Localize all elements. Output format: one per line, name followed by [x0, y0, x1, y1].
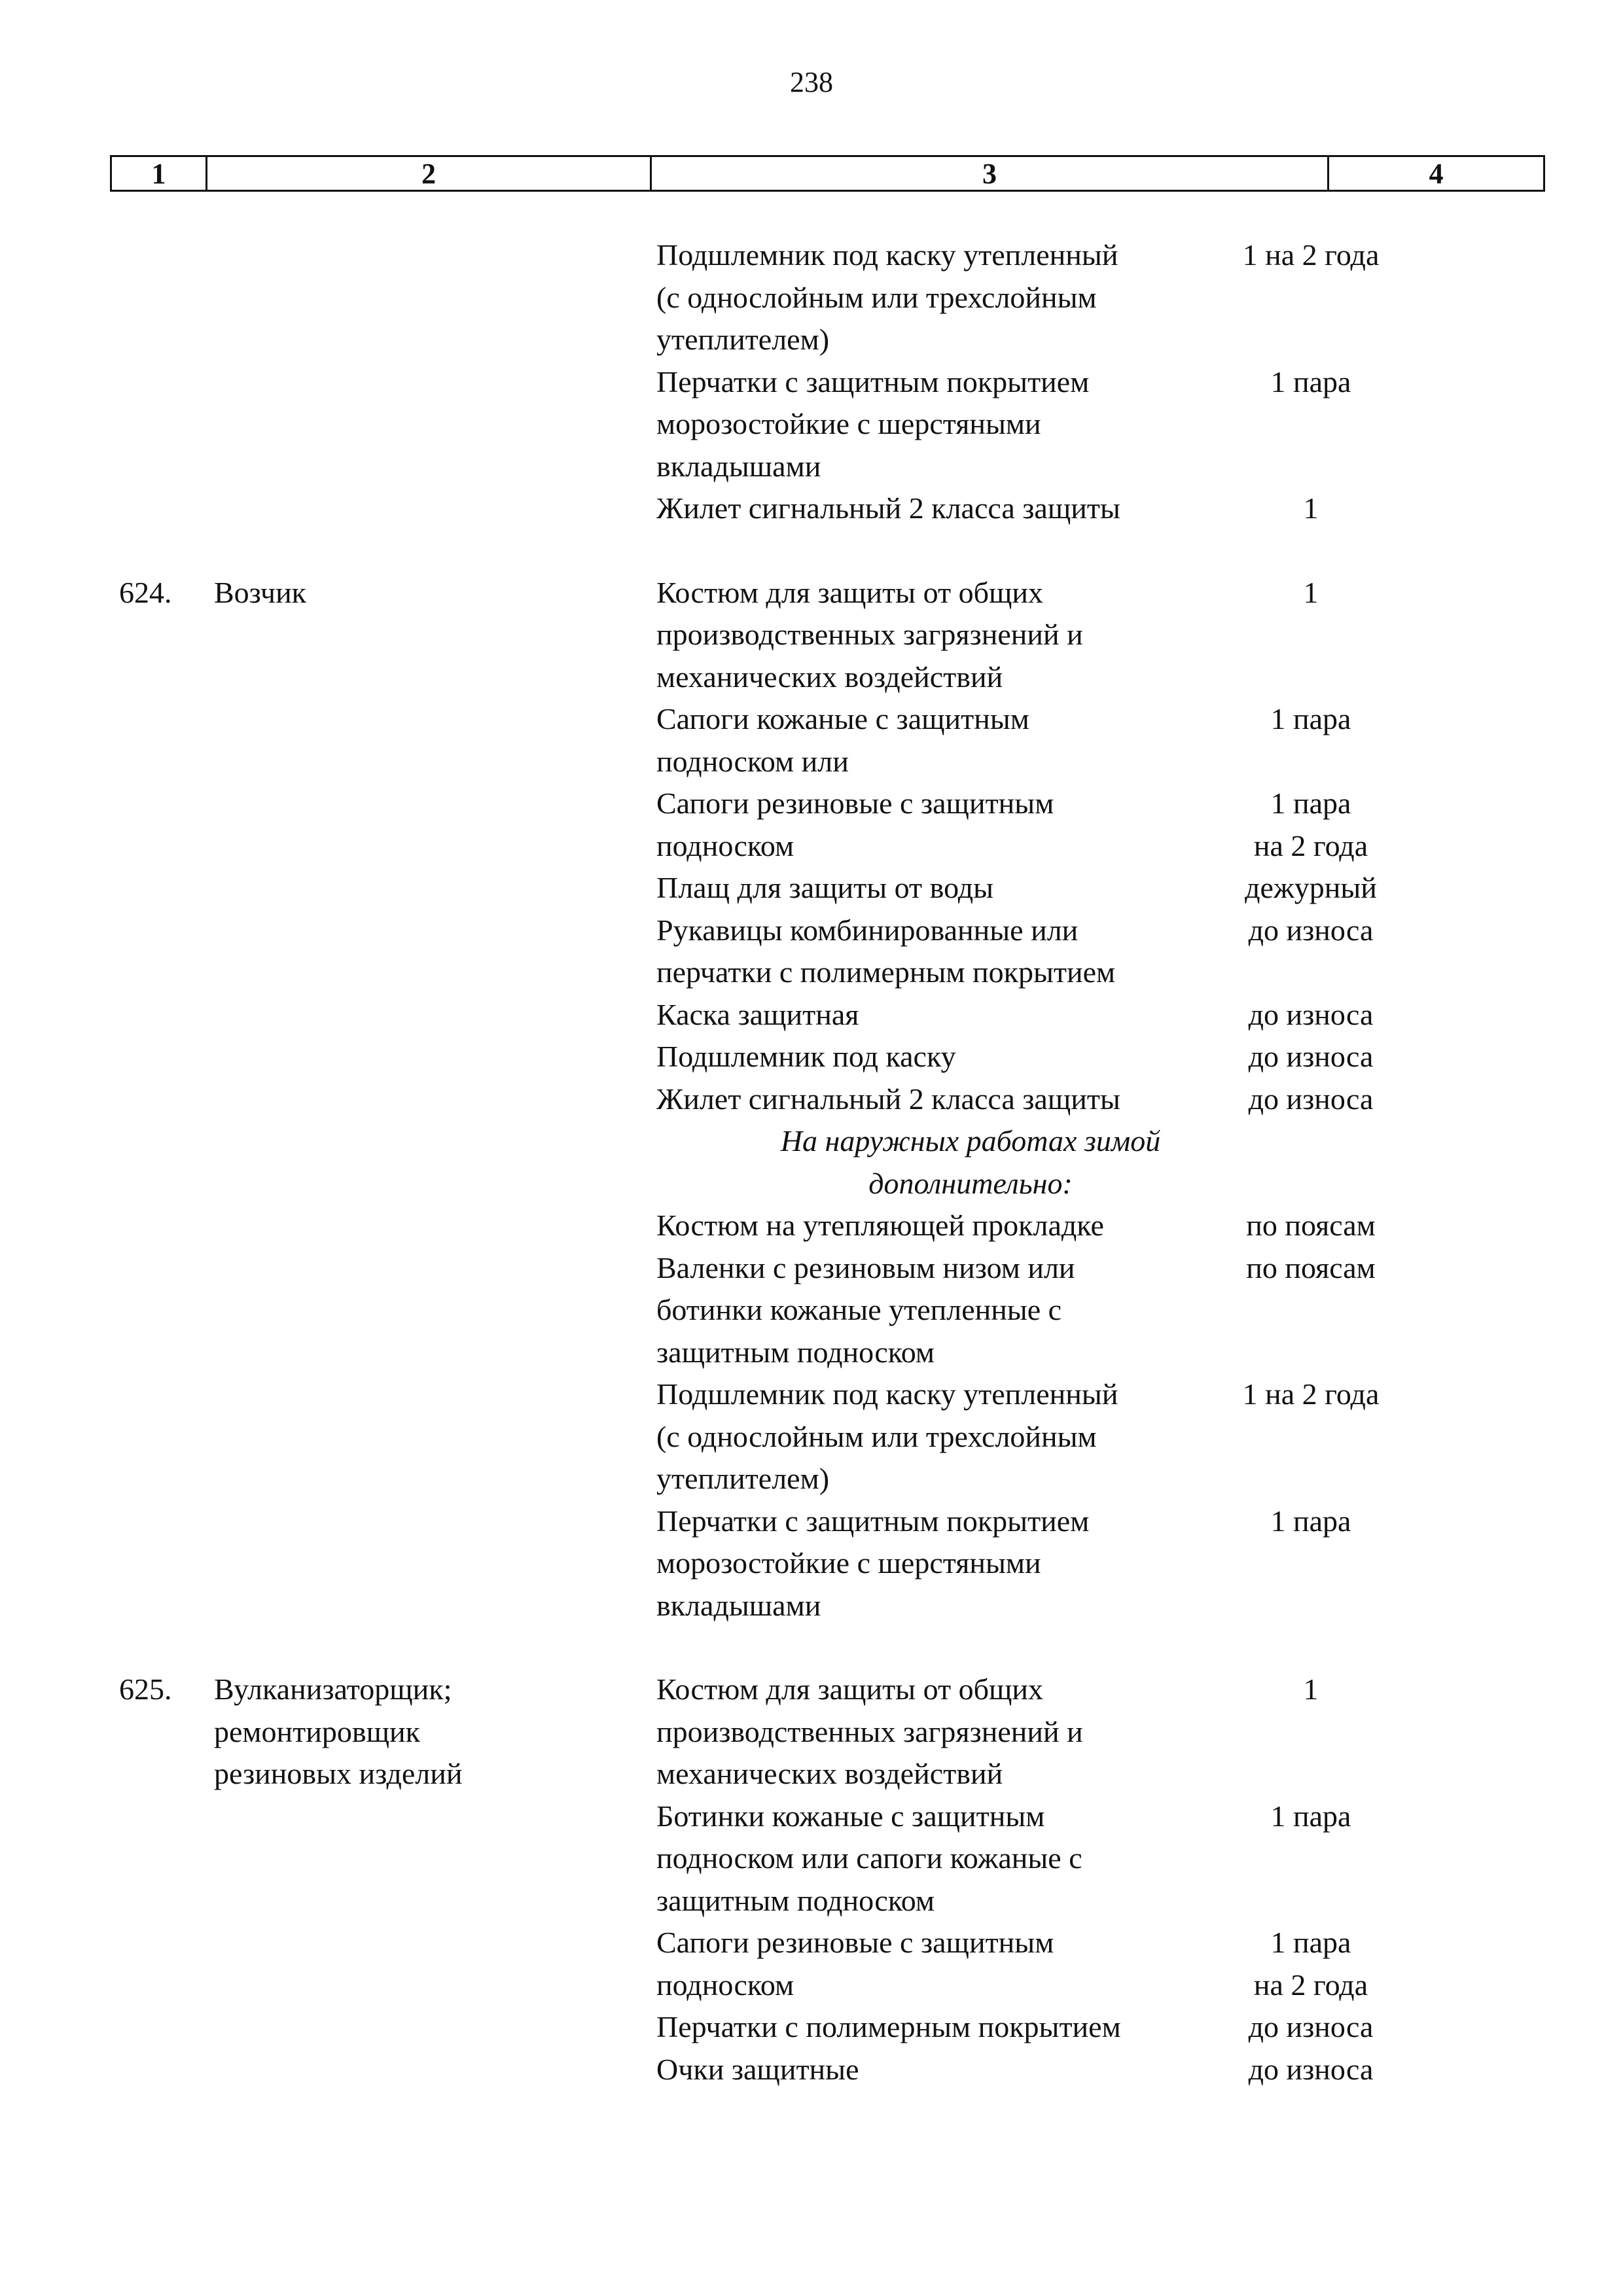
- item-name-line: Подшлемник под каску утепленный: [656, 238, 1118, 272]
- item-quantity-line: дежурный: [1245, 871, 1377, 904]
- item-quantity-line: 1 пара: [1270, 786, 1351, 820]
- item-name-line: Костюм на утепляющей прокладке: [656, 1209, 1104, 1242]
- item-quantity-line: по поясам: [1246, 1209, 1376, 1242]
- profession-name: [214, 572, 633, 614]
- item-name-line: защитным подноском: [656, 1883, 935, 1917]
- table-row: [0, 1669, 1623, 2091]
- item-quantity-line: на 2 года: [1253, 1968, 1368, 2002]
- profession-line: Вулканизаторщик;: [214, 1672, 452, 1706]
- item-quantity-line: 1 пара: [1270, 1504, 1351, 1538]
- list-item: [656, 1373, 1623, 1500]
- item-name: [656, 361, 1167, 488]
- item-name: [656, 487, 1167, 530]
- item-list: [656, 1669, 1623, 2091]
- item-name-line: Ботинки кожаные с защитным: [656, 1799, 1045, 1833]
- profession-line: Возчик: [214, 575, 307, 609]
- profession-line: ремонтировщик: [214, 1714, 420, 1748]
- list-item: [656, 1247, 1623, 1374]
- item-name-line: Перчатки с защитным покрытием: [656, 1504, 1090, 1538]
- item-name: [656, 994, 1167, 1036]
- item-name: [656, 1669, 1167, 1795]
- list-item: [656, 1922, 1623, 2006]
- item-name: [656, 572, 1167, 699]
- list-item: [656, 1795, 1623, 1922]
- item-name: [656, 1247, 1167, 1374]
- item-name-line: подноском: [656, 1968, 794, 2002]
- item-name: [656, 698, 1167, 783]
- item-name-line: подноском или: [656, 744, 849, 778]
- page-number: 238: [790, 66, 833, 98]
- item-name-line: Подшлемник под каску утепленный: [656, 1377, 1118, 1411]
- list-item: [656, 1078, 1623, 1121]
- table-header: [110, 155, 1545, 192]
- item-name-line: морозостойкие с шерстяными: [656, 407, 1041, 440]
- item-name-line: Перчатки с полимерным покрытием: [656, 2010, 1121, 2043]
- entry-number: 624.: [119, 575, 172, 609]
- item-quantity: [1193, 698, 1429, 783]
- item-quantity: [1193, 572, 1429, 699]
- item-name-line: Перчатки с защитным покрытием: [656, 364, 1090, 398]
- entry-number: 625.: [119, 1672, 172, 1706]
- item-name-line: Сапоги резиновые с защитным: [656, 1926, 1054, 1959]
- header-col-1: 1: [112, 157, 207, 190]
- header-col-3: 3: [652, 157, 1329, 190]
- item-quantity: [1193, 487, 1429, 530]
- list-item: [656, 572, 1623, 699]
- list-item: [656, 1669, 1623, 1795]
- item-name: [656, 1078, 1167, 1121]
- item-name: [656, 2049, 1167, 2091]
- item-name: [656, 1205, 1167, 1247]
- item-quantity: [1193, 1078, 1429, 1121]
- item-quantity: [1193, 910, 1429, 994]
- item-quantity-line: 1 на 2 года: [1242, 1377, 1380, 1411]
- item-quantity-line: 1 пара: [1270, 1926, 1351, 1959]
- item-name-line: производственных загрязнений и: [656, 1714, 1083, 1748]
- section-note: [643, 1120, 1298, 1205]
- item-name-line: вкладышами: [656, 1588, 821, 1622]
- item-name-line: вкладышами: [656, 449, 821, 483]
- item-name-line: механических воздействий: [656, 660, 1003, 694]
- item-quantity-line: 1: [1303, 491, 1319, 525]
- item-name-line: Костюм для защиты от общих: [656, 1672, 1044, 1706]
- item-quantity: [1193, 783, 1429, 867]
- item-name-line: (с однослойным или трехслойным: [656, 280, 1097, 314]
- list-item: [656, 783, 1623, 867]
- item-quantity: [1193, 1795, 1429, 1922]
- item-quantity-line: до износа: [1248, 997, 1374, 1031]
- item-name-line: (с однослойным или трехслойным: [656, 1419, 1097, 1453]
- row-gap: [0, 1627, 1623, 1669]
- list-item: [656, 2006, 1623, 2049]
- item-name-line: Валенки с резиновым низом или: [656, 1250, 1075, 1284]
- item-quantity: [1193, 234, 1429, 361]
- note-line: На наружных работах зимой: [780, 1124, 1161, 1157]
- item-name: [656, 867, 1167, 910]
- item-quantity-line: до износа: [1248, 2052, 1374, 2086]
- item-name: [656, 2006, 1167, 2049]
- list-item: [656, 698, 1623, 783]
- item-quantity-line: до износа: [1248, 2010, 1374, 2043]
- item-name: [656, 783, 1167, 867]
- item-quantity: [1193, 1500, 1429, 1627]
- item-name-line: Рукавицы комбинированные или: [656, 913, 1079, 947]
- item-quantity-line: 1: [1303, 1672, 1319, 1706]
- item-quantity: [1193, 867, 1429, 910]
- list-item: [656, 994, 1623, 1036]
- item-quantity: [1193, 2006, 1429, 2049]
- item-name: [656, 1795, 1167, 1922]
- item-name: [656, 1036, 1167, 1078]
- item-name-line: производственных загрязнений и: [656, 618, 1083, 651]
- item-quantity: [1193, 1373, 1429, 1500]
- item-name: [656, 1922, 1167, 2006]
- item-name-line: Каска защитная: [656, 997, 859, 1031]
- item-quantity-line: 1 на 2 года: [1242, 238, 1380, 272]
- item-name-line: Костюм для защиты от общих: [656, 575, 1044, 609]
- item-name-line: Очки защитные: [656, 2052, 859, 2086]
- profession-line: резиновых изделий: [214, 1757, 463, 1790]
- item-quantity: [1193, 994, 1429, 1036]
- table-body: [0, 234, 1623, 2091]
- item-name-line: утеплителем): [656, 1462, 830, 1495]
- item-quantity-line: 1 пара: [1270, 1799, 1351, 1833]
- item-name: [656, 1373, 1167, 1500]
- item-quantity: [1193, 361, 1429, 488]
- item-list: [656, 572, 1623, 1627]
- item-name-line: подноском: [656, 828, 794, 862]
- item-quantity-line: 1: [1303, 575, 1319, 609]
- item-name-line: Сапоги кожаные с защитным: [656, 702, 1029, 735]
- header-col-2: 2: [207, 157, 652, 190]
- item-name-line: Жилет сигнальный 2 класса защиты: [656, 491, 1120, 525]
- item-quantity-line: по поясам: [1246, 1250, 1376, 1284]
- item-quantity-line: до износа: [1248, 1082, 1374, 1116]
- item-name-line: подноском или сапоги кожаные с: [656, 1841, 1082, 1875]
- list-item: [656, 234, 1623, 361]
- item-quantity: [1193, 1036, 1429, 1078]
- item-name-line: механических воздействий: [656, 1757, 1003, 1790]
- list-item: [656, 1500, 1623, 1627]
- header-col-4: 4: [1429, 157, 1444, 190]
- item-name-line: Сапоги резиновые с защитным: [656, 786, 1054, 820]
- item-quantity: [1193, 2049, 1429, 2091]
- list-item: [656, 867, 1623, 910]
- list-item: [656, 1205, 1623, 1247]
- item-quantity-line: 1 пара: [1270, 364, 1351, 398]
- list-item: [656, 2049, 1623, 2091]
- item-list: [656, 234, 1623, 530]
- note-line: дополнительно:: [868, 1166, 1073, 1200]
- item-quantity: [1193, 1247, 1429, 1374]
- item-quantity: [1193, 1205, 1429, 1247]
- table-row: [0, 234, 1623, 530]
- table-row: [0, 572, 1623, 1627]
- item-quantity-line: до износа: [1248, 1040, 1374, 1073]
- item-name-line: Жилет сигнальный 2 класса защиты: [656, 1082, 1120, 1116]
- item-quantity: [1193, 1669, 1429, 1795]
- list-item: [656, 910, 1623, 994]
- item-name: [656, 1500, 1167, 1627]
- list-item: [656, 361, 1623, 488]
- item-name-line: Подшлемник под каску: [656, 1040, 956, 1073]
- item-name-line: защитным подноском: [656, 1335, 935, 1369]
- list-item: [656, 487, 1623, 530]
- row-gap: [0, 530, 1623, 572]
- item-quantity-line: до износа: [1248, 913, 1374, 947]
- list-item: [656, 1036, 1623, 1078]
- item-name-line: ботинки кожаные утепленные с: [656, 1293, 1062, 1326]
- item-quantity-line: 1 пара: [1270, 702, 1351, 735]
- item-name: [656, 234, 1167, 361]
- item-name-line: морозостойкие с шерстяными: [656, 1546, 1041, 1580]
- item-name: [656, 910, 1167, 994]
- profession-name: [214, 1669, 633, 1795]
- item-quantity: [1193, 1922, 1429, 2006]
- item-name-line: перчатки с полимерным покрытием: [656, 955, 1116, 989]
- item-name-line: Плащ для защиты от воды: [656, 871, 994, 904]
- item-name-line: утеплителем): [656, 323, 830, 356]
- item-quantity-line: на 2 года: [1253, 828, 1368, 862]
